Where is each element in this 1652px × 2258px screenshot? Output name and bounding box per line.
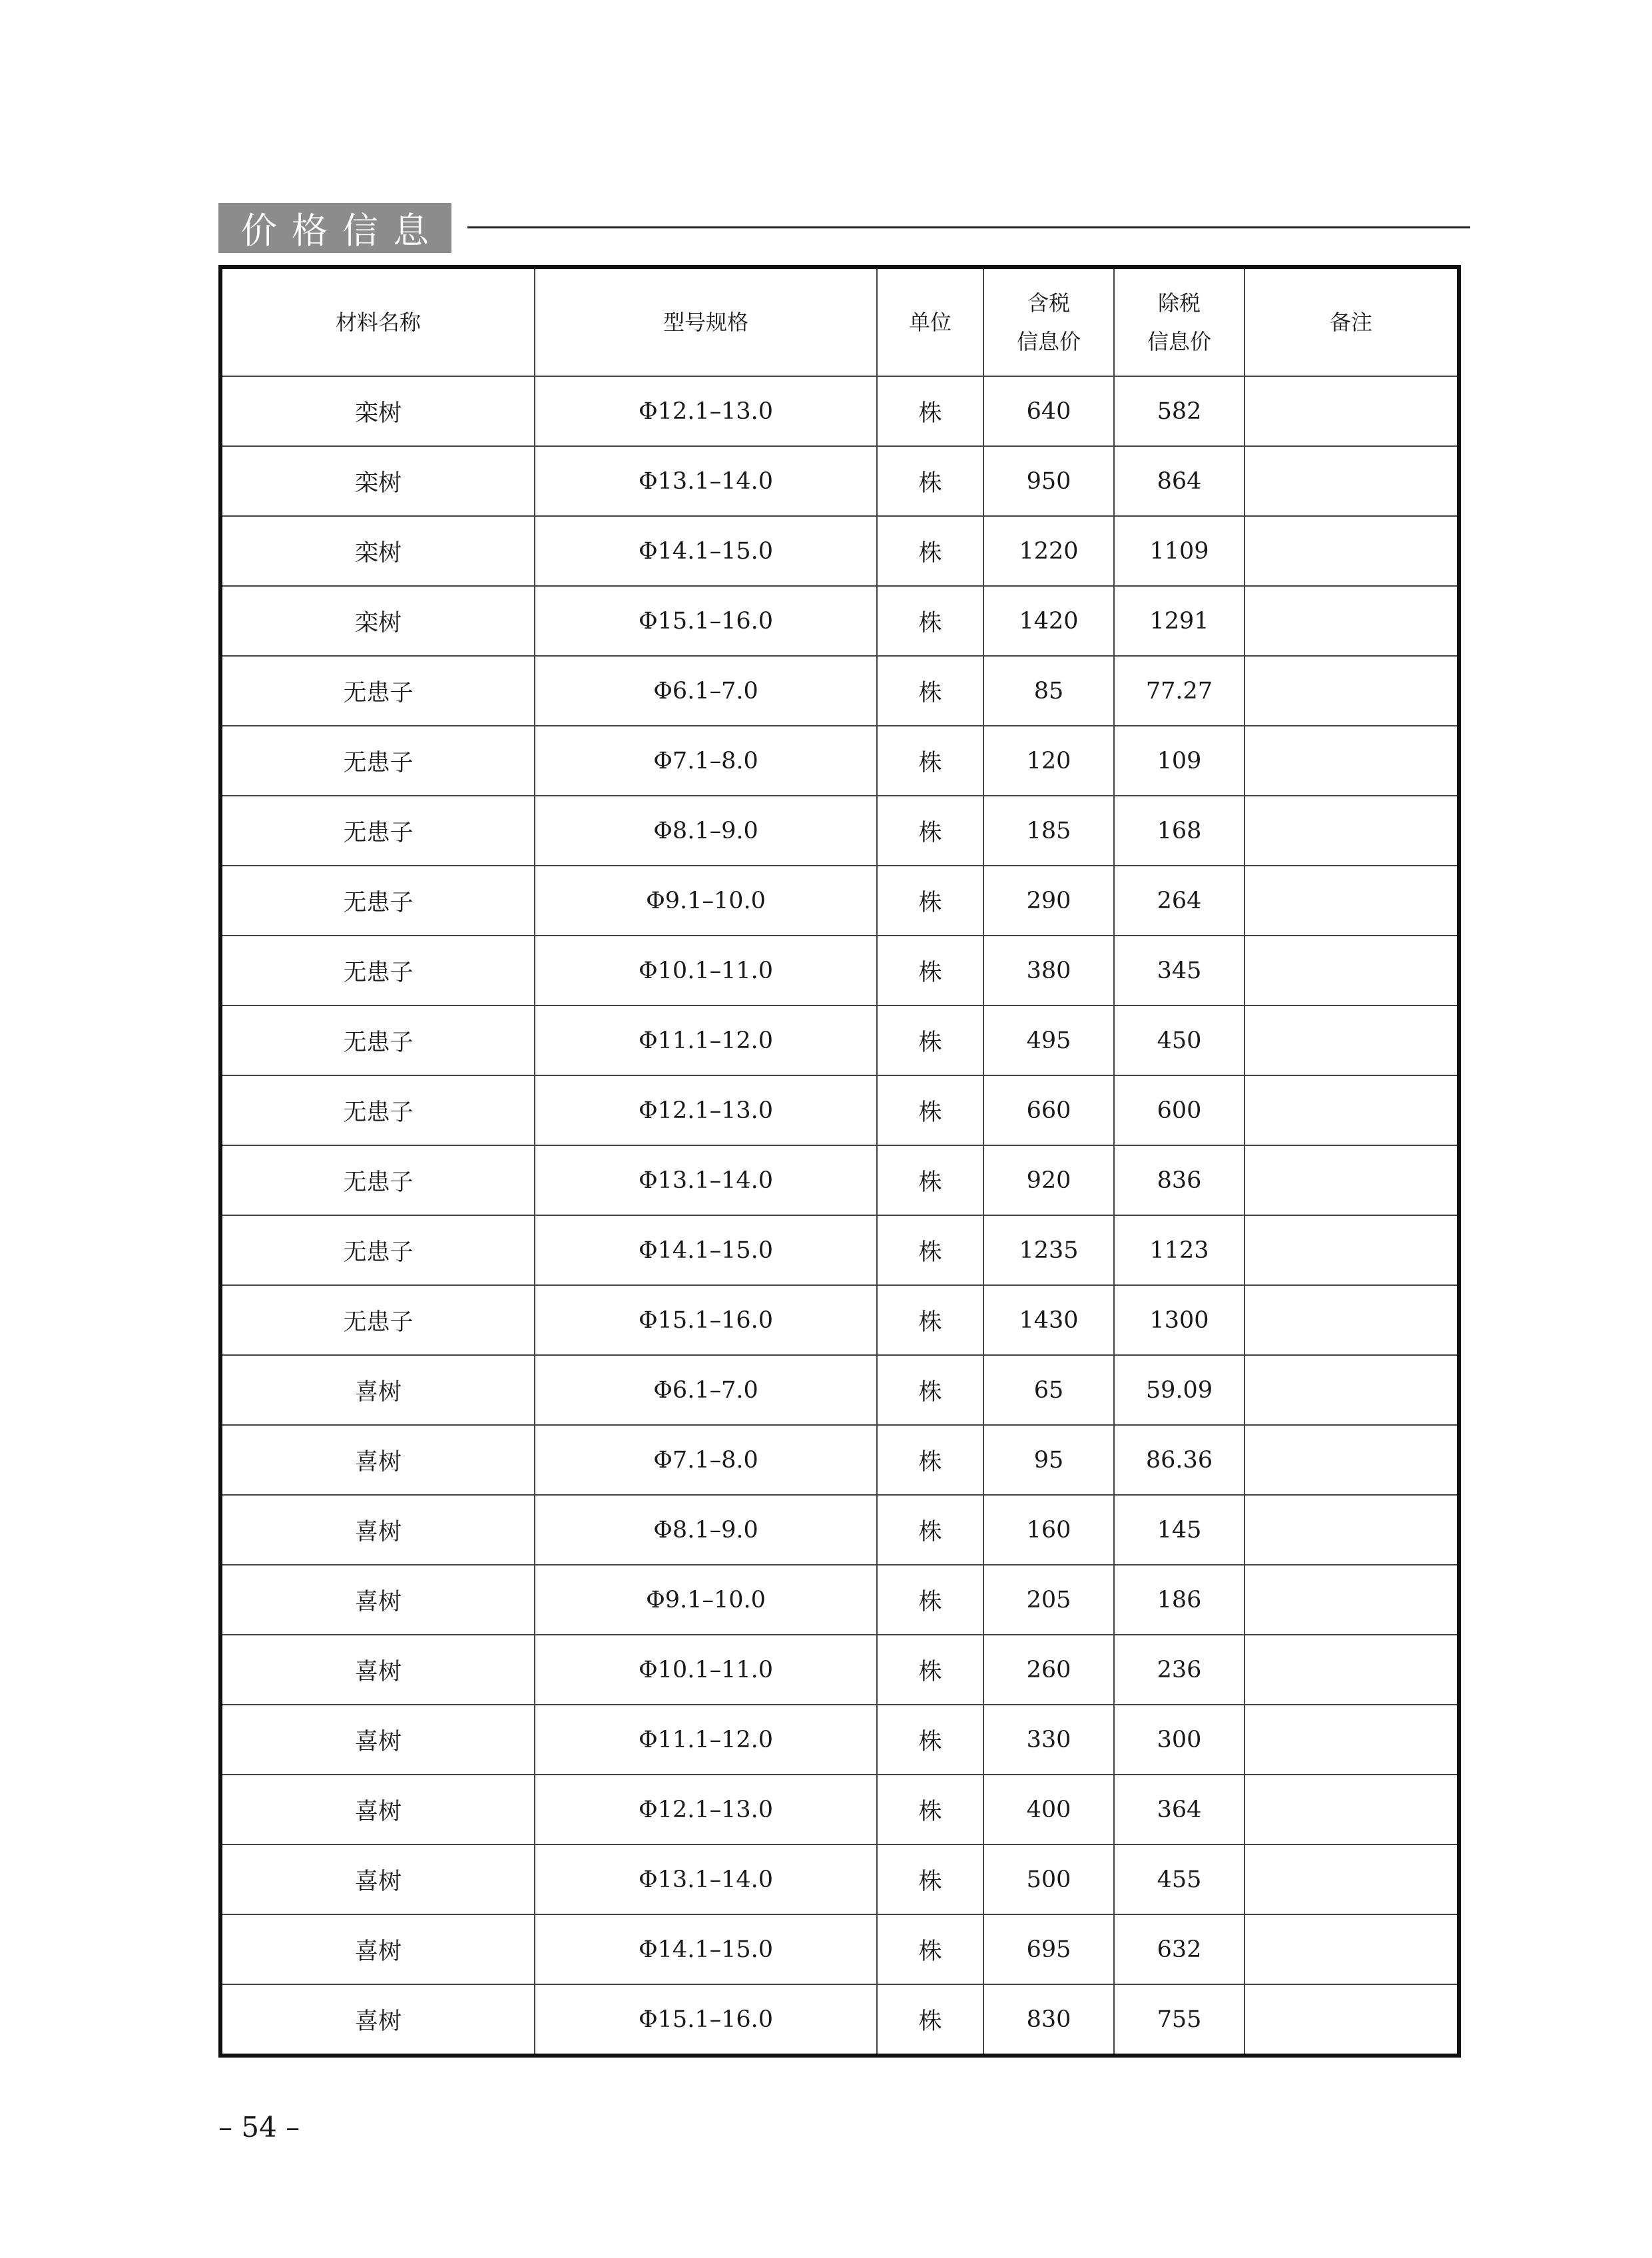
cell-tax-excl-price: 364 (1114, 1775, 1244, 1844)
cell-model-spec: Φ11.1–12.0 (535, 1005, 877, 1075)
header-label-line1: 含税 (1027, 290, 1070, 316)
cell-material-name: 喜树 (220, 1844, 535, 1914)
cell-material-name: 无患子 (220, 936, 535, 1005)
table-row (220, 516, 1459, 586)
cell-unit: 株 (877, 936, 983, 1005)
cell-material-name: 无患子 (220, 1215, 535, 1285)
cell-tax-incl-price: 290 (983, 866, 1114, 936)
cell-remarks (1244, 1914, 1459, 1984)
table-header-row (220, 267, 1459, 376)
cell-material-name: 栾树 (220, 586, 535, 656)
table-row (220, 1844, 1459, 1914)
cell-material-name: 无患子 (220, 796, 535, 866)
cell-remarks (1244, 866, 1459, 936)
col-header-tax-incl-price (983, 267, 1114, 376)
cell-remarks (1244, 1145, 1459, 1215)
cell-unit: 株 (877, 1215, 983, 1285)
cell-model-spec: Φ9.1–10.0 (535, 866, 877, 936)
cell-remarks (1244, 1984, 1459, 2056)
table-row (220, 1984, 1459, 2056)
table-row (220, 586, 1459, 656)
table-row (220, 446, 1459, 516)
header-label-line2: 信息价 (1147, 329, 1211, 354)
cell-tax-excl-price: 455 (1114, 1844, 1244, 1914)
cell-remarks (1244, 1635, 1459, 1705)
cell-remarks (1244, 1705, 1459, 1775)
cell-tax-excl-price: 59.09 (1114, 1355, 1244, 1425)
cell-material-name: 无患子 (220, 1285, 535, 1355)
cell-unit: 株 (877, 796, 983, 866)
cell-unit: 株 (877, 586, 983, 656)
cell-tax-excl-price: 86.36 (1114, 1425, 1244, 1495)
cell-unit: 株 (877, 726, 983, 796)
cell-remarks (1244, 936, 1459, 1005)
cell-material-name: 无患子 (220, 656, 535, 726)
cell-tax-incl-price: 950 (983, 446, 1114, 516)
cell-tax-incl-price: 920 (983, 1145, 1114, 1215)
cell-model-spec: Φ12.1–13.0 (535, 1075, 877, 1145)
table-row (220, 1565, 1459, 1635)
cell-tax-excl-price: 1109 (1114, 516, 1244, 586)
cell-tax-excl-price: 864 (1114, 446, 1244, 516)
cell-remarks (1244, 516, 1459, 586)
cell-model-spec: Φ14.1–15.0 (535, 1215, 877, 1285)
cell-tax-incl-price: 660 (983, 1075, 1114, 1145)
cell-tax-incl-price: 640 (983, 376, 1114, 446)
cell-tax-excl-price: 77.27 (1114, 656, 1244, 726)
cell-remarks (1244, 586, 1459, 656)
section-header-title: 价格信息 (241, 210, 443, 252)
cell-tax-incl-price: 185 (983, 796, 1114, 866)
cell-tax-incl-price: 830 (983, 1984, 1114, 2056)
cell-remarks (1244, 376, 1459, 446)
cell-tax-excl-price: 264 (1114, 866, 1244, 936)
table-row (220, 1215, 1459, 1285)
cell-tax-excl-price: 236 (1114, 1635, 1244, 1705)
header-label: 单位 (908, 310, 952, 335)
table-body (220, 376, 1459, 2056)
cell-remarks (1244, 1775, 1459, 1844)
cell-material-name: 喜树 (220, 1565, 535, 1635)
cell-model-spec: Φ13.1–14.0 (535, 1844, 877, 1914)
cell-tax-incl-price: 205 (983, 1565, 1114, 1635)
table-row (220, 1914, 1459, 1984)
table-row (220, 1075, 1459, 1145)
cell-unit: 株 (877, 1565, 983, 1635)
cell-model-spec: Φ11.1–12.0 (535, 1705, 877, 1775)
cell-model-spec: Φ15.1–16.0 (535, 1285, 877, 1355)
header-label: 型号规格 (663, 310, 748, 335)
cell-unit: 株 (877, 1145, 983, 1215)
cell-material-name: 喜树 (220, 1635, 535, 1705)
cell-remarks (1244, 1285, 1459, 1355)
cell-tax-excl-price: 168 (1114, 796, 1244, 866)
cell-material-name: 喜树 (220, 1495, 535, 1565)
cell-tax-excl-price: 186 (1114, 1565, 1244, 1635)
cell-unit: 株 (877, 1844, 983, 1914)
cell-unit: 株 (877, 516, 983, 586)
cell-tax-incl-price: 500 (983, 1844, 1114, 1914)
table-row (220, 1005, 1459, 1075)
cell-unit: 株 (877, 1425, 983, 1495)
cell-tax-incl-price: 95 (983, 1425, 1114, 1495)
table-row (220, 796, 1459, 866)
cell-tax-excl-price: 145 (1114, 1495, 1244, 1565)
col-header-tax-excl-price (1114, 267, 1244, 376)
cell-tax-incl-price: 1235 (983, 1215, 1114, 1285)
table-row (220, 726, 1459, 796)
cell-material-name: 喜树 (220, 1984, 535, 2056)
cell-unit: 株 (877, 866, 983, 936)
table-row (220, 376, 1459, 446)
cell-tax-incl-price: 85 (983, 656, 1114, 726)
cell-model-spec: Φ14.1–15.0 (535, 516, 877, 586)
cell-model-spec: Φ7.1–8.0 (535, 1425, 877, 1495)
page-number: – 54 – (218, 2111, 300, 2143)
cell-tax-excl-price: 300 (1114, 1705, 1244, 1775)
cell-remarks (1244, 656, 1459, 726)
cell-tax-incl-price: 380 (983, 936, 1114, 1005)
cell-tax-excl-price: 450 (1114, 1005, 1244, 1075)
cell-material-name: 栾树 (220, 446, 535, 516)
cell-material-name: 无患子 (220, 1075, 535, 1145)
cell-tax-incl-price: 400 (983, 1775, 1114, 1844)
cell-model-spec: Φ13.1–14.0 (535, 446, 877, 516)
cell-tax-incl-price: 495 (983, 1005, 1114, 1075)
cell-material-name: 无患子 (220, 866, 535, 936)
table-row (220, 936, 1459, 1005)
cell-model-spec: Φ10.1–11.0 (535, 1635, 877, 1705)
price-table (218, 265, 1461, 2058)
cell-tax-excl-price: 1300 (1114, 1285, 1244, 1355)
cell-unit: 株 (877, 1635, 983, 1705)
cell-tax-excl-price: 632 (1114, 1914, 1244, 1984)
col-header-unit (877, 267, 983, 376)
table-row (220, 1495, 1459, 1565)
cell-tax-excl-price: 1123 (1114, 1215, 1244, 1285)
cell-model-spec: Φ6.1–7.0 (535, 656, 877, 726)
cell-unit: 株 (877, 656, 983, 726)
cell-remarks (1244, 1565, 1459, 1635)
cell-remarks (1244, 1355, 1459, 1425)
header-label: 备注 (1329, 310, 1372, 335)
cell-model-spec: Φ9.1–10.0 (535, 1565, 877, 1635)
cell-material-name: 喜树 (220, 1425, 535, 1495)
cell-tax-incl-price: 695 (983, 1914, 1114, 1984)
header-label-line1: 除税 (1157, 290, 1201, 316)
table-row (220, 1355, 1459, 1425)
cell-model-spec: Φ15.1–16.0 (535, 586, 877, 656)
cell-remarks (1244, 796, 1459, 866)
cell-remarks (1244, 446, 1459, 516)
col-header-material-name (220, 267, 535, 376)
cell-tax-incl-price: 160 (983, 1495, 1114, 1565)
cell-model-spec: Φ15.1–16.0 (535, 1984, 877, 2056)
cell-tax-incl-price: 65 (983, 1355, 1114, 1425)
cell-unit: 株 (877, 1075, 983, 1145)
cell-tax-excl-price: 1291 (1114, 586, 1244, 656)
cell-remarks (1244, 1844, 1459, 1914)
cell-tax-excl-price: 600 (1114, 1075, 1244, 1145)
cell-unit: 株 (877, 1495, 983, 1565)
cell-tax-incl-price: 1420 (983, 586, 1114, 656)
cell-model-spec: Φ13.1–14.0 (535, 1145, 877, 1215)
col-header-model-spec (535, 267, 877, 376)
cell-tax-incl-price: 1220 (983, 516, 1114, 586)
cell-material-name: 喜树 (220, 1914, 535, 1984)
cell-tax-incl-price: 260 (983, 1635, 1114, 1705)
table-row (220, 1635, 1459, 1705)
cell-tax-excl-price: 836 (1114, 1145, 1244, 1215)
cell-model-spec: Φ10.1–11.0 (535, 936, 877, 1005)
cell-tax-excl-price: 582 (1114, 376, 1244, 446)
cell-remarks (1244, 1005, 1459, 1075)
cell-remarks (1244, 1215, 1459, 1285)
header-rule (467, 226, 1470, 228)
cell-unit: 株 (877, 1285, 983, 1355)
header-label-line2: 信息价 (1016, 329, 1081, 354)
cell-material-name: 无患子 (220, 1005, 535, 1075)
cell-unit: 株 (877, 1914, 983, 1984)
cell-tax-excl-price: 109 (1114, 726, 1244, 796)
cell-material-name: 栾树 (220, 376, 535, 446)
table-row (220, 1425, 1459, 1495)
cell-model-spec: Φ7.1–8.0 (535, 726, 877, 796)
cell-remarks (1244, 1425, 1459, 1495)
cell-tax-incl-price: 120 (983, 726, 1114, 796)
section-header-tag (218, 203, 451, 253)
cell-model-spec: Φ12.1–13.0 (535, 376, 877, 446)
cell-model-spec: Φ12.1–13.0 (535, 1775, 877, 1844)
cell-unit: 株 (877, 1005, 983, 1075)
cell-unit: 株 (877, 1984, 983, 2056)
cell-unit: 株 (877, 1355, 983, 1425)
cell-material-name: 喜树 (220, 1705, 535, 1775)
cell-material-name: 喜树 (220, 1775, 535, 1844)
cell-material-name: 无患子 (220, 1145, 535, 1215)
cell-tax-incl-price: 330 (983, 1705, 1114, 1775)
col-header-remarks (1244, 267, 1459, 376)
table-row (220, 656, 1459, 726)
cell-tax-incl-price: 1430 (983, 1285, 1114, 1355)
cell-unit: 株 (877, 1775, 983, 1844)
table-row (220, 1705, 1459, 1775)
table-row (220, 1285, 1459, 1355)
cell-remarks (1244, 726, 1459, 796)
cell-model-spec: Φ8.1–9.0 (535, 1495, 877, 1565)
table-row (220, 1145, 1459, 1215)
cell-material-name: 无患子 (220, 726, 535, 796)
cell-material-name: 栾树 (220, 516, 535, 586)
cell-tax-excl-price: 345 (1114, 936, 1244, 1005)
cell-model-spec: Φ8.1–9.0 (535, 796, 877, 866)
cell-material-name: 喜树 (220, 1355, 535, 1425)
cell-unit: 株 (877, 376, 983, 446)
cell-remarks (1244, 1495, 1459, 1565)
cell-model-spec: Φ14.1–15.0 (535, 1914, 877, 1984)
table-row (220, 1775, 1459, 1844)
header-label: 材料名称 (335, 310, 421, 335)
cell-remarks (1244, 1075, 1459, 1145)
table-row (220, 866, 1459, 936)
cell-unit: 株 (877, 1705, 983, 1775)
cell-model-spec: Φ6.1–7.0 (535, 1355, 877, 1425)
cell-tax-excl-price: 755 (1114, 1984, 1244, 2056)
cell-unit: 株 (877, 446, 983, 516)
